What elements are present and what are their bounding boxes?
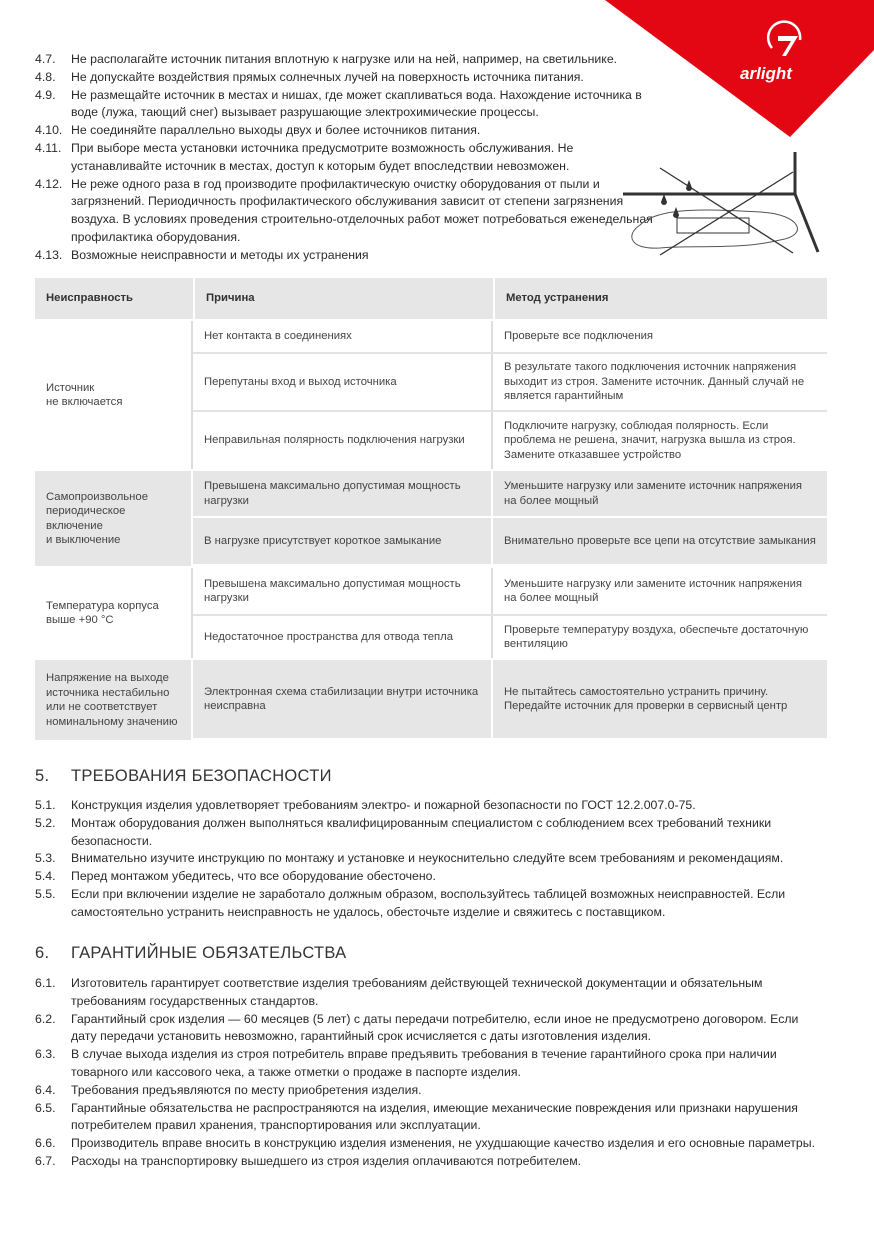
table-group	[35, 568, 827, 658]
item-number: 4.7.	[35, 52, 56, 66]
item-number: 4.12.	[35, 176, 63, 191]
fault-cell: Напряжение на выходе источника нестабильно или не соответствует номинальному значению	[35, 660, 193, 740]
item-text: Не допускайте воздействия прямых солнечных лучей на поверхность источника питания.	[71, 69, 584, 84]
fix-cell: В результате такого подключения источник напряжения выходит из строя. Замените источник. Данный случай не является гарантийным	[504, 361, 805, 403]
item-text: Не размещайте источник в местах и нишах, где может скапливаться вода. Нахождение источника в воде (лужа, тающий снег) вызывает разрушающие электрохимические процессы.	[71, 87, 642, 120]
fault-cell: Температура корпуса выше +90 °С	[35, 568, 193, 658]
header-fix: Метод устранения	[493, 278, 823, 319]
list-item	[35, 1135, 825, 1153]
list-item	[35, 176, 665, 247]
item-number: 6.1.	[35, 976, 56, 990]
list-item	[35, 140, 665, 176]
list-item	[35, 1046, 825, 1082]
cause-cell: Превышена максимально допустимая мощность нагрузки	[193, 471, 493, 516]
item-text: Не располагайте источник питания вплотную к нагрузке или на ней, например, на светильнике.	[71, 52, 618, 66]
table-row	[193, 354, 827, 412]
fault-cell: Источник не включается	[35, 321, 193, 469]
item-number: 6.3.	[35, 1047, 56, 1062]
cause-cell: В нагрузке присутствует короткое замыкание	[193, 518, 493, 564]
item-text: Производитель вправе вносить в конструкцию изделия изменения, не ухудшающие качество изделия и его основные параметры.	[71, 1136, 816, 1151]
item-number: 5.5.	[35, 886, 56, 901]
item-text: Расходы на транспортировку вышедшего из строя изделия оплачиваются потребителем.	[71, 1153, 582, 1168]
troubleshooting-table	[35, 278, 827, 742]
table-row	[193, 471, 827, 518]
item-text: В случае выхода изделия из строя потребитель вправе предъявить требования в течение гарантийного срока при наличии товарного или кассового чека, а также отметки о продаже в паспорте изделия.	[71, 1047, 777, 1079]
table-header	[35, 278, 827, 319]
list-item	[35, 868, 835, 886]
cause-cell: Недостаточное пространства для отвода тепла	[193, 616, 493, 658]
item-text: Если при включении изделие не заработало должным образом, воспользуйтесь таблицей возможных неисправностей. Если самостоятельно устранить неисправность не удалось, обесточьте изделие и свяжитесь с поставщиком.	[71, 886, 786, 919]
header-fault: Неисправность	[46, 292, 133, 305]
safety-list	[35, 797, 835, 922]
cause-cell: Электронная схема стабилизации внутри источника неисправна	[193, 660, 493, 738]
item-text: Внимательно изучите инструкцию по монтажу и установке и неукоснительно следуйте всем требованиям и рекомендациям.	[71, 851, 784, 866]
table-row	[193, 568, 827, 616]
item-number: 6.7.	[35, 1153, 56, 1168]
list-item	[35, 122, 665, 140]
item-text: Монтаж оборудования должен выполняться квалифицированным специалистом с соблюдением всех требований техники безопасности.	[71, 815, 772, 848]
item-text: Требования предъявляются по месту приобретения изделия.	[71, 1082, 422, 1097]
section-6-heading: 6. ГАРАНТИЙНЫЕ ОБЯЗАТЕЛЬСТВА	[35, 944, 347, 962]
item-text: Не соединяйте параллельно выходы двух и более источников питания.	[71, 123, 481, 138]
list-item	[35, 815, 835, 851]
item-number: 4.10.	[35, 123, 63, 138]
item-text: Гарантийный срок изделия — 60 месяцев (5 лет) с даты передачи потребителю, если иное не предусмотрено договором. Если дату передачи установить невозможно, гарантийный срок исчисляется с даты изготовления изделия.	[71, 1011, 799, 1044]
warranty-list	[35, 975, 825, 1171]
list-item	[35, 1100, 825, 1136]
list-item	[35, 1082, 825, 1100]
table-group	[35, 321, 827, 469]
list-item	[35, 975, 825, 1011]
section-5-heading: 5. ТРЕБОВАНИЯ БЕЗОПАСНОСТИ	[35, 767, 332, 785]
fix-cell: Не пытайтесь самостоятельно устранить причину. Передайте источник для проверки в сервисный центр	[504, 685, 788, 712]
item-number: 5.3.	[35, 851, 56, 866]
list-item	[35, 247, 665, 265]
item-number: 5.1.	[35, 798, 56, 812]
item-number: 4.13.	[35, 247, 63, 262]
svg-text:arlight: arlight	[740, 64, 792, 83]
list-item	[35, 51, 665, 69]
list-item	[35, 87, 665, 123]
table-row	[193, 518, 827, 566]
header-cause: Причина	[193, 278, 493, 319]
table-row	[193, 660, 827, 740]
item-text: При выборе места установки источника предусмотрите возможность обслуживания. Не устанавливайте источник в местах, доступ к которым будет впоследствии невозможен.	[71, 140, 574, 173]
fault-cell: Самопроизвольное периодическое включение и выключение	[35, 471, 193, 566]
maintenance-list	[35, 51, 665, 265]
fix-cell: Проверьте температуру воздуха, обеспечьте достаточную вентиляцию	[504, 623, 809, 650]
cause-cell: Перепутаны вход и выход источника	[193, 354, 493, 410]
table-row	[193, 412, 827, 469]
no-water-illustration	[620, 150, 840, 260]
list-item	[35, 1011, 825, 1047]
item-number: 4.11.	[35, 140, 62, 155]
list-item	[35, 797, 835, 815]
table-row	[193, 616, 827, 658]
item-text: Гарантийные обязательства не распространяются на изделия, имеющие механические повреждения или признаки нарушения потребителем правил хранения, транспортирования или эксплуатации.	[71, 1100, 798, 1133]
item-text: Перед монтажом убедитесь, что все оборудование обесточено.	[71, 869, 436, 884]
item-text: Изготовитель гарантирует соответствие изделия требованиям действующей технической документации и обязательным требованиям государственных стандартов.	[71, 976, 763, 1008]
fix-cell: Подключите нагрузку, соблюдая полярность. Если проблема не решена, значит, нагрузка вышла из строя. Замените отказавшее устройство	[504, 419, 796, 461]
table-group	[35, 471, 827, 566]
list-item	[35, 69, 665, 87]
item-number: 5.4.	[35, 869, 56, 884]
list-item	[35, 886, 835, 922]
cause-cell: Превышена максимально допустимая мощность нагрузки	[193, 568, 493, 614]
cause-cell: Нет контакта в соединениях	[193, 321, 493, 352]
item-text: Конструкция изделия удовлетворяет требованиям электро- и пожарной безопасности по ГОСТ 12.2.007.0-75.	[71, 798, 696, 812]
fix-cell: Внимательно проверьте все цепи на отсутствие замыкания	[504, 534, 816, 547]
cause-cell: Неправильная полярность подключения нагрузки	[193, 412, 493, 469]
item-number: 4.9.	[35, 87, 56, 102]
item-number: 6.4.	[35, 1082, 56, 1097]
item-number: 6.2.	[35, 1011, 56, 1026]
item-text: Возможные неисправности и методы их устранения	[71, 247, 369, 262]
fix-cell: Уменьшите нагрузку или замените источник напряжения на более мощный	[504, 577, 803, 604]
item-number: 4.8.	[35, 69, 56, 84]
table-group	[35, 660, 827, 740]
fix-cell: Уменьшите нагрузку или замените источник напряжения на более мощный	[504, 480, 803, 507]
item-text: Не реже одного раза в год производите профилактическую очистку оборудования от пыли и загрязнений. Периодичность профилактического обслуживания зависит от степени загрязнения воздуха. В условиях проведения строительно-отделочных работ может потребоваться еженедельная профилактика оборудования.	[71, 176, 653, 244]
list-item	[35, 850, 835, 868]
item-number: 5.2.	[35, 815, 56, 830]
item-number: 6.5.	[35, 1100, 56, 1115]
item-number: 6.6.	[35, 1136, 56, 1151]
list-item	[35, 1153, 825, 1171]
fix-cell: Проверьте все подключения	[504, 330, 654, 343]
table-row	[193, 321, 827, 354]
